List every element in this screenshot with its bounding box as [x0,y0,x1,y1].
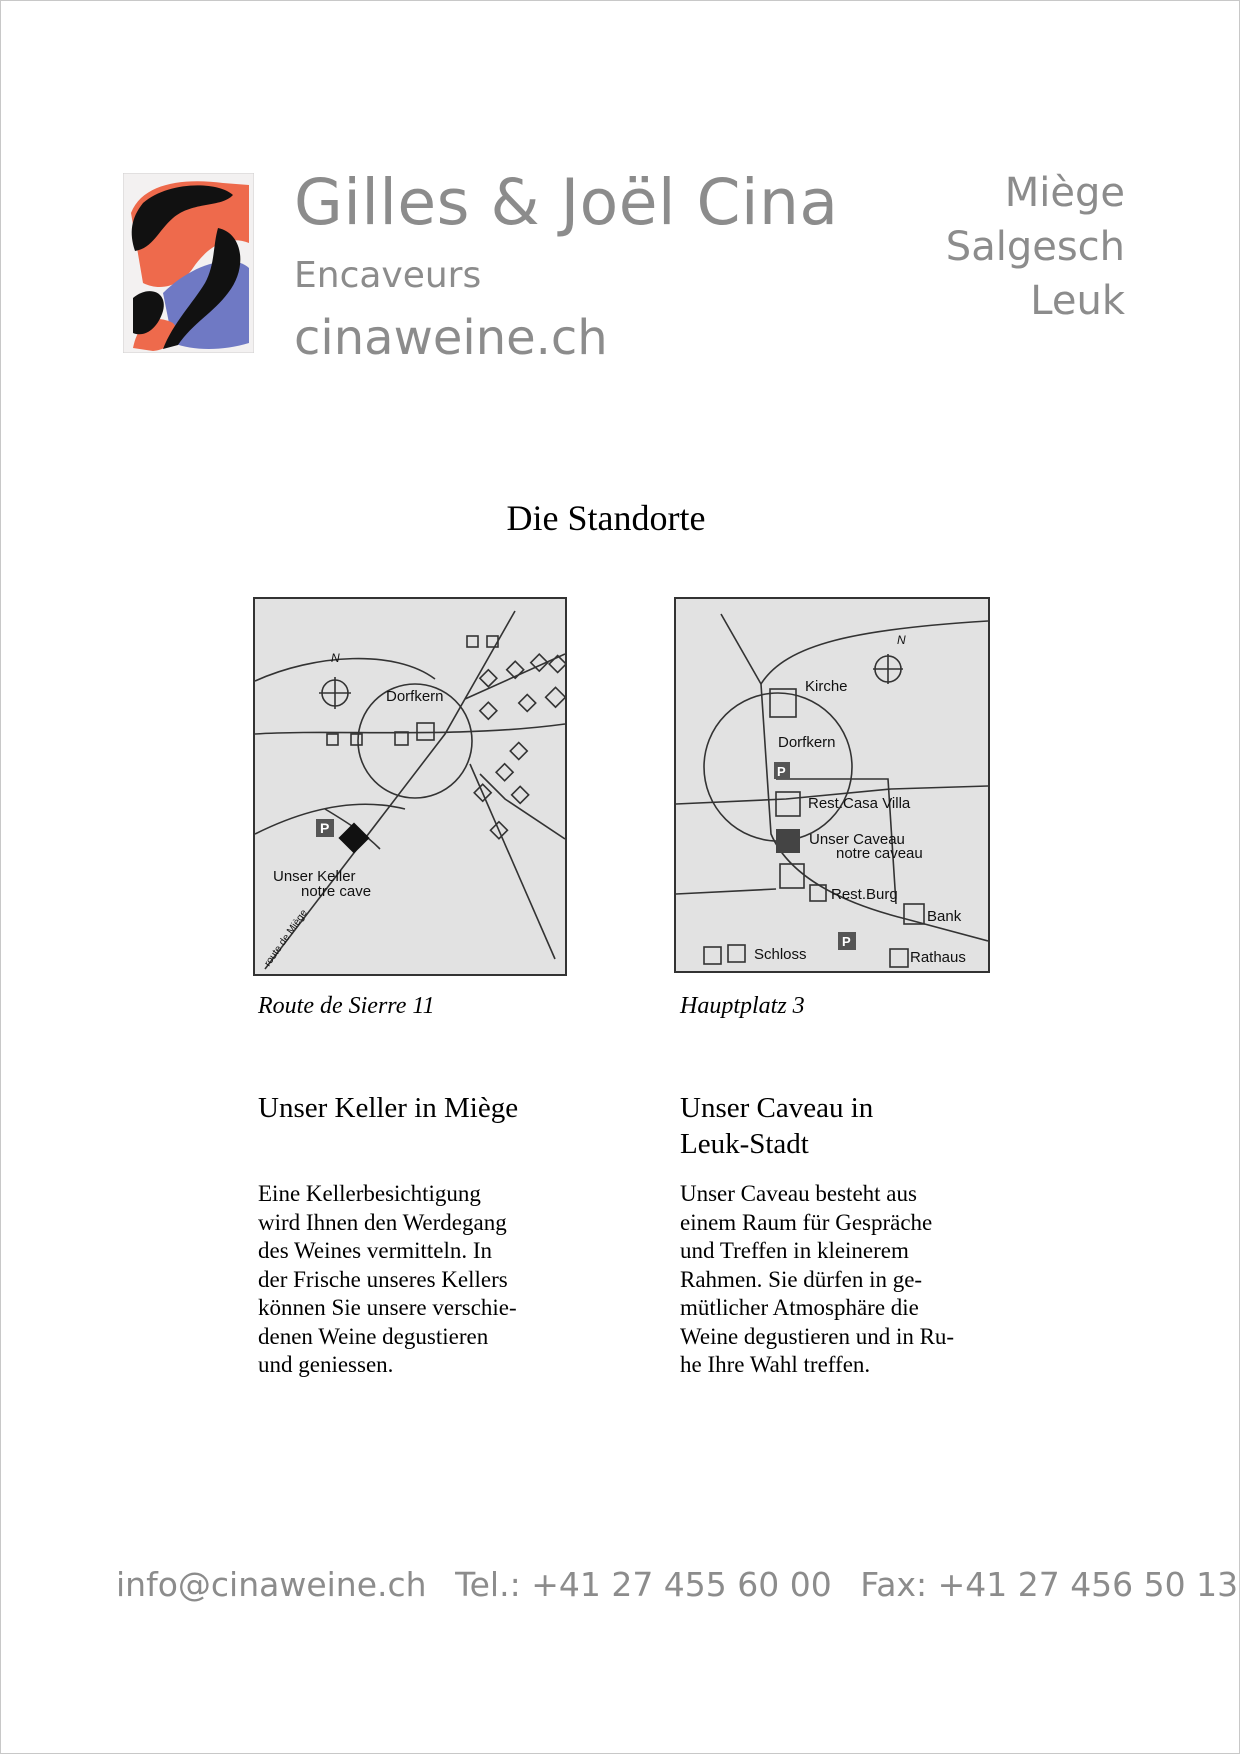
body-line: he Ihre Wahl treffen. [680,1352,871,1377]
body-line: Weine degustieren und in Ru- [680,1323,955,1349]
parking-label-right-1: P [777,764,786,779]
map-label-rest-burg: Rest.Burg [831,886,898,903]
map-label-unser-keller: Unser Keller [273,868,356,885]
map-label-route-de-miege: route de Miège [262,907,310,969]
body-line: denen Weine degustieren [258,1323,489,1349]
section-body-keller [258,1180,588,1380]
address-miege: Route de Sierre 11 [258,993,435,1019]
body-line: mütlicher Atmosphäre die [680,1295,919,1320]
body-line: wird Ihnen den Werdegang [258,1209,507,1235]
map-label-schloss: Schloss [754,946,807,963]
parking-label-right-2: P [842,934,851,949]
location-miege: Miège [1004,170,1125,216]
body-line: des Weines vermitteln. In [258,1238,493,1263]
location-salgesch: Salgesch [945,224,1125,270]
footer-fax: Fax: +41 27 456 50 13 [860,1565,1239,1604]
map-label-dorfkern-left: Dorfkern [386,688,444,705]
body-line: Rahmen. Sie dürfen in ge- [680,1266,923,1292]
map-label-kirche: Kirche [805,678,848,695]
body-line: der Frische unseres Kellers [258,1266,508,1292]
section-title-caveau [680,1090,1000,1162]
footer-phone[interactable]: Tel.: +41 27 455 60 00 [455,1565,832,1604]
north-label-left: N [331,651,340,665]
body-line: können Sie unsere verschie- [258,1295,517,1320]
body-line: einem Raum für Gespräche [680,1209,933,1235]
body-line: Unser Caveau besteht aus [680,1181,917,1206]
brand-role: Encaveurs [294,255,482,296]
locations-list [946,166,1125,328]
map-leuk [674,597,990,973]
map-label-dorfkern-right: Dorfkern [778,734,836,751]
body-line: und geniessen. [258,1352,394,1377]
body-line: Eine Kellerbesichtigung [258,1181,481,1206]
map-label-rathaus: Rathaus [910,949,966,966]
brand-logo [123,173,254,353]
parking-label-left: P [320,820,330,836]
section-body-caveau [680,1180,1010,1380]
map-label-notre-cave: notre cave [301,883,372,900]
address-leuk: Hauptplatz 3 [680,993,805,1019]
map-label-rest-casa-villa: Rest.Casa Villa [808,795,911,812]
map-label-bank: Bank [927,908,962,925]
map-miege [253,597,567,976]
brand-name: Gilles & Joël Cina [294,166,839,239]
map-label-notre-caveau: notre caveau [836,845,923,862]
contact-footer [116,1565,1240,1604]
section-title-caveau-line-1: Unser Caveau in [680,1092,874,1124]
footer-email[interactable]: info@cinaweine.ch [116,1565,427,1604]
section-title-keller: Unser Keller in Miège [258,1092,519,1124]
map-label-unser-caveau: Unser Caveau [809,831,905,848]
section-title-caveau-line-2: Leuk-Stadt [680,1128,809,1160]
north-label-right: N [897,633,906,647]
website-link[interactable]: cinaweine.ch [294,310,608,366]
body-line: und Treffen in kleinerem [680,1238,909,1263]
location-leuk: Leuk [1030,278,1125,324]
page-title: Die Standorte [506,498,706,538]
